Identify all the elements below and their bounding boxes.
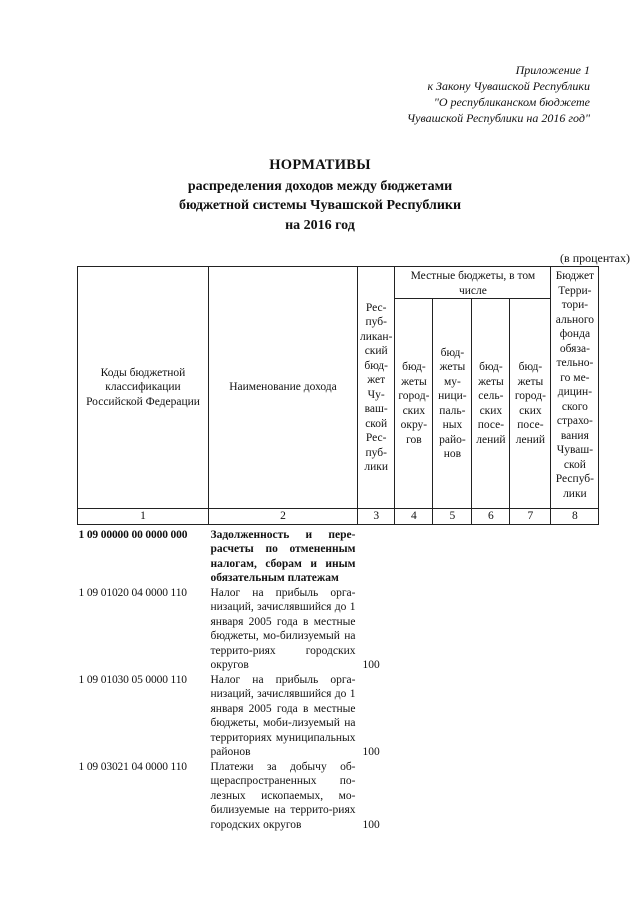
document-subtitle-line-1: распределения доходов между бюджетами <box>187 179 453 194</box>
row-republican-value <box>358 524 395 586</box>
table-row <box>78 586 599 673</box>
column-number: 7 <box>510 509 551 525</box>
document-subtitle-line-3: на 2016 год <box>285 218 355 233</box>
table-row <box>78 760 599 833</box>
appendix-line-1: Приложение 1 <box>515 63 590 77</box>
table-row <box>78 524 599 586</box>
column-number: 6 <box>472 509 510 525</box>
row-code: 1 09 01020 04 0000 110 <box>78 586 187 599</box>
header-republican-budget: Рес-пуб-ликан-ский бюд-жет Чу-ваш-ской Рес-пуб-лики <box>358 267 395 509</box>
row-code: 1 09 01030 05 0000 110 <box>78 673 187 686</box>
header-local-budgets: Местные бюджеты, в том числе <box>395 267 551 299</box>
column-number: 3 <box>358 509 395 525</box>
appendix-line-3: "О республиканском бюджете <box>433 95 590 109</box>
row-code: 1 09 00000 00 0000 000 <box>78 528 188 541</box>
header-municipal-districts: бюд-жеты му-ници-паль-ных райо-нов <box>433 299 472 509</box>
row-republican-value: 100 <box>362 818 380 831</box>
document-subtitle-line-2: бюджетной системы Чувашской Республики <box>178 198 462 213</box>
column-number: 5 <box>433 509 472 525</box>
row-republican-value: 100 <box>362 746 380 758</box>
header-income-name: Наименование дохода <box>209 267 358 509</box>
appendix-line-2: к Закону Чувашской Республики <box>427 79 590 93</box>
header-rural-settlements: бюд-жеты сель-ских посе-лений <box>472 299 510 509</box>
column-number: 4 <box>395 509 433 525</box>
appendix-note <box>360 62 590 126</box>
header-urban-settlements: бюд-жеты город-ских посе-лений <box>510 299 551 509</box>
row-name: Налог на прибыль орга-низаций, зачислявшийся до 1 января 2005 года в местные бюджеты, моби-лизуемый на территориях муниципальных районов <box>210 673 356 758</box>
header-fomc-budget: Бюджет Терри-тори-ального фонда обяза-тельно-го ме-дицин-ского страхо-вания Чуваш-ской Респуб-лики <box>551 267 599 509</box>
row-republican-value: 100 <box>362 659 380 671</box>
header-urban-districts: бюд-жеты город-ских окру-гов <box>395 299 433 509</box>
row-name: Задолженность и пере-расчеты по отмененным налогам, сборам и иным обязательным платежам <box>210 528 356 584</box>
document-title: НОРМАТИВЫ <box>269 157 371 173</box>
row-code: 1 09 03021 04 0000 110 <box>78 760 187 773</box>
table-row <box>78 673 599 760</box>
appendix-line-4: Чувашской Республики на 2016 год" <box>406 111 590 125</box>
column-number: 8 <box>551 509 599 525</box>
row-name: Платежи за добычу об-щераспространенных по-лезных ископаемых, мо-билизуемые на террито-риях городских округов <box>210 760 356 831</box>
units-note: (в процентах) <box>560 251 630 265</box>
header-codes: Коды бюджетной классификации Российской Федерации <box>78 267 209 509</box>
column-number: 2 <box>209 509 358 525</box>
row-name: Налог на прибыль орга-низаций, зачислявшийся до 1 января 2005 года в местные бюджеты, мо-билизуемый на террито-риях городских округов <box>210 586 356 671</box>
column-number: 1 <box>78 509 209 525</box>
normatives-table <box>77 266 599 832</box>
